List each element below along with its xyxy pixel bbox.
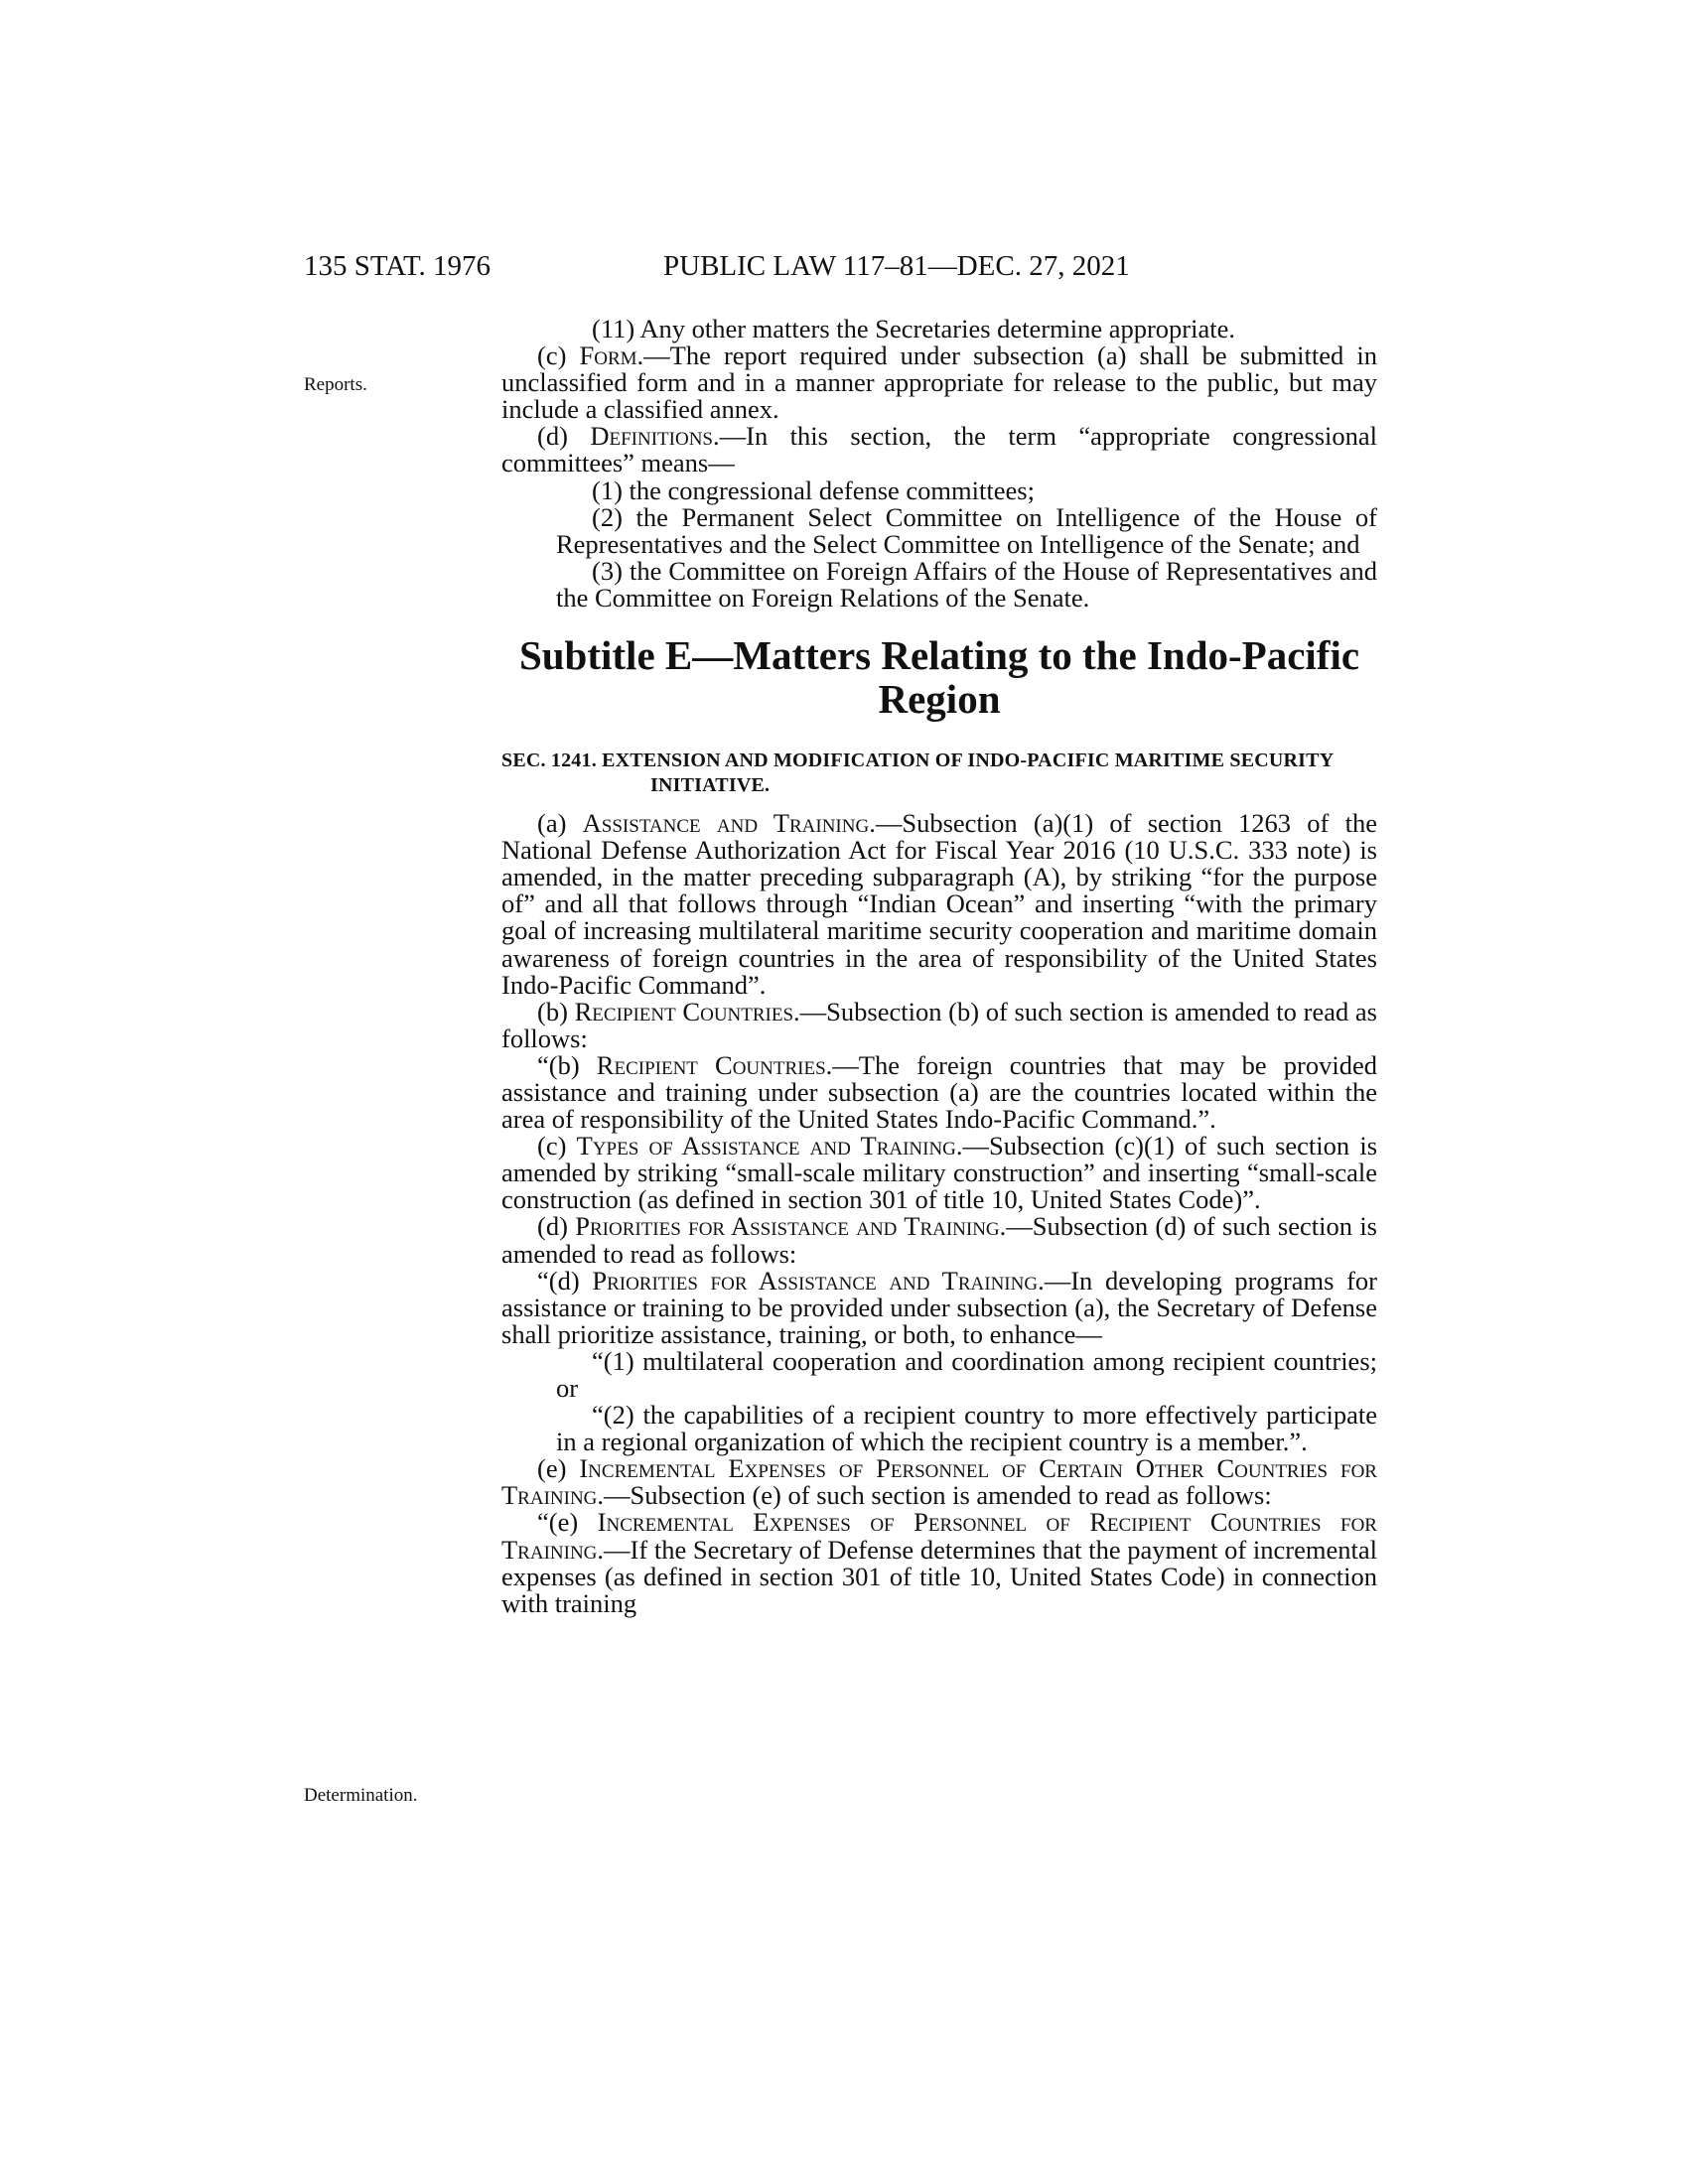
subsection-b: (b) Recipient Countries.—Subsection (b) of such section is amended to read as follows:: [501, 996, 1377, 1053]
subsection-heading: Recipient Countries.: [574, 996, 800, 1026]
definition-3: (3) the Committee on Foreign Affairs of the House of Representatives and the Committee on Foreign Relations of the Senate.: [556, 555, 1377, 613]
section-heading: SEC. 1241. EXTENSION AND MODIFICATION OF INDO-PACIFIC MARITIME SECURITY INITIATIVE.: [501, 750, 1334, 797]
subtitle-heading: Subtitle E—Matters Relating to the Indo-Pacific Region: [518, 632, 1360, 723]
quoted-subsection-d: “(d) Priorities for Assistance and Training.—In developing programs for assistance or training to be provided under subsection (a), the Secretary of Defense shall prioritize assistance, training, or both, to enhance—: [501, 1265, 1378, 1349]
subsection-heading: Assistance and Training.: [582, 808, 876, 839]
subsection-d-definitions: (d) Definitions.—In this section, the term “appropriate congressional committees” means—: [501, 421, 1377, 478]
subsection-c: (c) Types of Assistance and Training.—Subsection (c)(1) of such section is amended by striking “small-scale military construction” and inserting “small-scale construction (as defined in section 301 of title 10, United States Code)”.: [501, 1131, 1378, 1215]
stat-citation: 135 STAT. 1976: [304, 250, 492, 282]
subsection-heading: Priorities for Assistance and Training.: [592, 1265, 1045, 1296]
subsection-heading: Recipient Countries.: [596, 1049, 833, 1080]
definition-1: (1) the congressional defense committees;: [592, 475, 1035, 505]
quoted-paragraph-1: “(1) multilateral cooperation and coordination among recipient countries; or: [556, 1345, 1377, 1403]
subsection-heading: Form.: [579, 341, 644, 371]
definition-2: (2) the Permanent Select Committee on Intelligence of the House of Representatives and the Select Committee on Intelligence of the Senate; and: [556, 501, 1377, 559]
page-body: [501, 316, 1377, 1617]
subsection-heading: Incremental Expenses of Personnel of Certain Other Countries for Training.: [501, 1453, 1377, 1511]
subsection-d: (d) Priorities for Assistance and Training.—Subsection (d) of such section is amended to read as follows:: [501, 1211, 1377, 1269]
quoted-subsection-b: “(b) Recipient Countries.—The foreign countries that may be provided assistance and training under subsection (a) are the countries located within the area of responsibility of the United States Indo-Pacific Command.”.: [501, 1049, 1377, 1135]
subsection-a: (a) Assistance and Training.—Subsection (a)(1) of section 1263 of the National Defense Authorization Act for Fiscal Year 2016 (10 U.S.C. 333 note) is amended, in the matter preceding subparagraph (A), by striking “for the purpose of” and all that follows through “Indian Ocean” and inserting “with the primary goal of increasing multilateral maritime security cooperation and maritime domain awareness of foreign countries in the area of responsibility of the United States Indo-Pacific Command”.: [501, 808, 1377, 1000]
page-header: [0, 250, 1688, 290]
subsection-heading: Priorities for Assistance and Training.: [575, 1211, 1007, 1242]
item-11: (11) Any other matters the Secretaries determine appropriate.: [592, 314, 1236, 343]
margin-note-reports: Reports.: [304, 374, 367, 395]
subsection-e: (e) Incremental Expenses of Personnel of Certain Other Countries for Training.—Subsection (e) of such section is amended to read as follows:: [501, 1453, 1377, 1511]
subsection-heading: Incremental Expenses of Personnel of Recipient Countries for Training.: [501, 1507, 1377, 1565]
public-law-title: PUBLIC LAW 117–81—DEC. 27, 2021: [663, 250, 1130, 282]
quoted-subsection-e: “(e) Incremental Expenses of Personnel of Recipient Countries for Training.—If the Secretary of Defense determines that the payment of incremental expenses (as defined in section 301 of title 10, United States Code) in connection with training: [501, 1507, 1377, 1618]
quoted-paragraph-2: “(2) the capabilities of a recipient country to more effectively participate in a regional organization of which the recipient country is a member.”.: [556, 1400, 1377, 1457]
margin-note-determination: Determination.: [304, 1785, 418, 1806]
subsection-heading: Definitions.: [590, 421, 720, 452]
subsection-heading: Types of Assistance and Training.: [576, 1131, 963, 1161]
subsection-c-form: (c) Form.—The report required under subsection (a) shall be submitted in unclassified form and in a manner appropriate for release to the public, but may include a classified annex.: [501, 341, 1377, 425]
